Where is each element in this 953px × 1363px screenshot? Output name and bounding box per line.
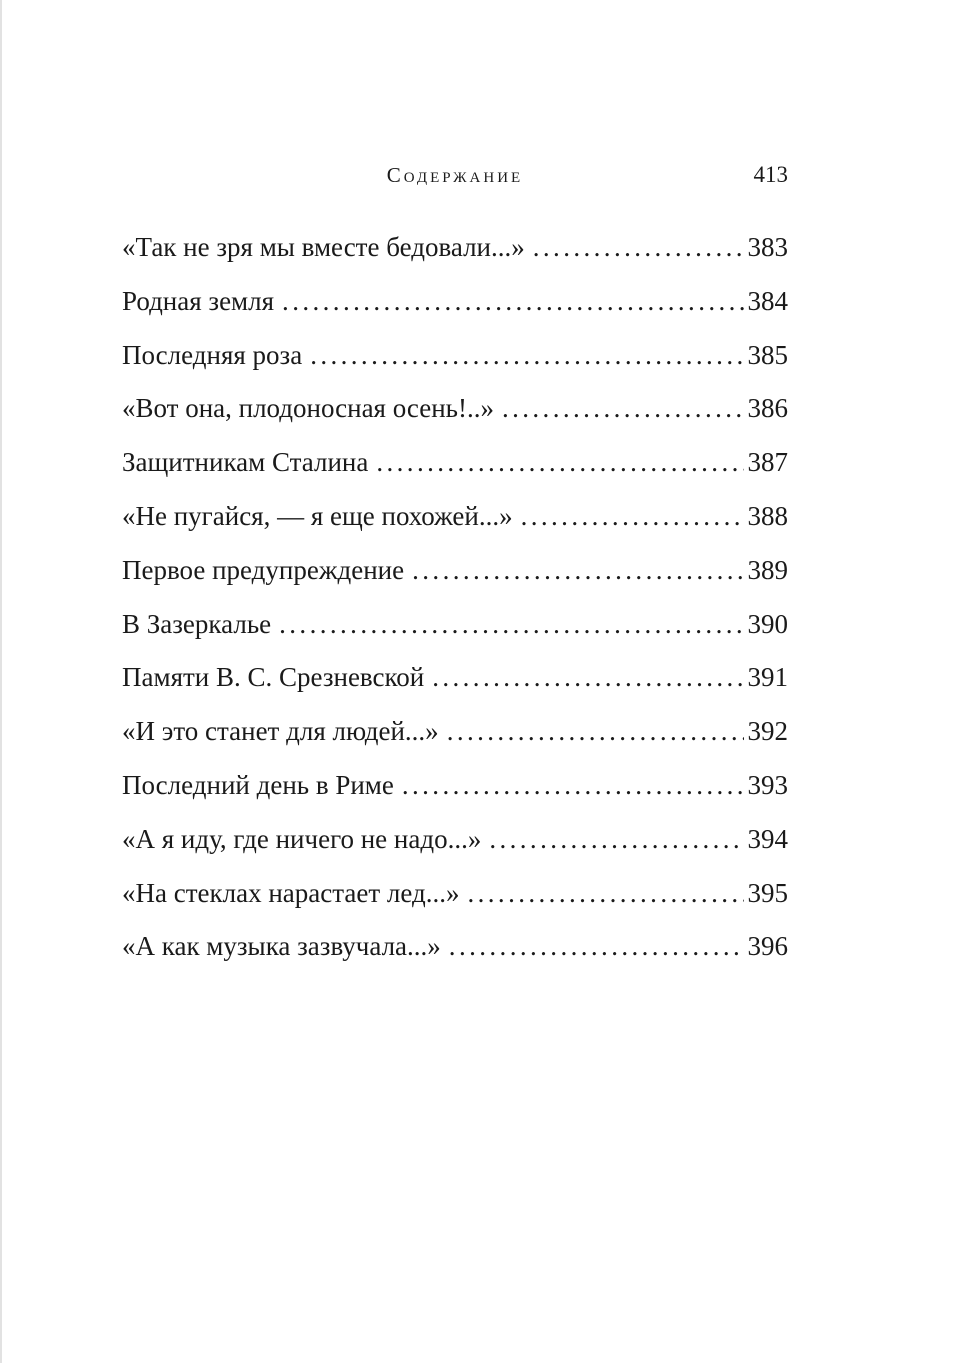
dot-leader	[279, 598, 743, 652]
running-header	[122, 158, 788, 192]
toc-entry-title: Памяти В. С. Срезневской	[122, 662, 425, 693]
toc-entry-page: 396	[747, 931, 788, 962]
toc-entry-title: «А я иду, где ничего не надо...»	[122, 823, 482, 854]
toc-entry-title: «Не пугайся, — я еще похожей...»	[122, 500, 513, 531]
dot-leader	[412, 544, 743, 598]
toc-entry	[122, 598, 788, 652]
toc-entry	[122, 759, 788, 813]
toc-entry-title: «А как музыка зазвучала...»	[122, 931, 441, 962]
toc-entry	[122, 436, 788, 490]
dot-leader	[502, 382, 744, 436]
toc-entry-page: 391	[747, 662, 788, 693]
toc-entry-page: 390	[747, 608, 788, 639]
toc-entry-page: 392	[747, 716, 788, 747]
toc-entry	[122, 382, 788, 436]
toc-entry	[122, 221, 788, 275]
toc-entry-title: «На стеклах нарастает лед...»	[122, 877, 460, 908]
dot-leader	[432, 651, 743, 705]
toc-entry	[122, 705, 788, 759]
toc-entry	[122, 544, 788, 598]
toc-entry-title: В Зазеркалье	[122, 608, 272, 639]
dot-leader	[521, 490, 744, 544]
dot-leader	[376, 436, 743, 490]
toc-entry-title: «Так не зря мы вместе бедовали...»	[122, 232, 525, 262]
toc-entry-page: 385	[747, 339, 788, 370]
table-of-contents	[122, 221, 788, 974]
toc-entry-title: Родная земля	[122, 285, 275, 316]
toc-entry-title: «Вот она, плодоносная осень!..»	[122, 393, 494, 424]
toc-entry-page: 393	[747, 769, 788, 800]
toc-entry	[122, 920, 788, 974]
toc-entry-title: Последний день в Риме	[122, 769, 394, 800]
toc-entry	[122, 329, 788, 383]
dot-leader	[467, 867, 743, 921]
toc-entry-title: «И это станет для людей...»	[122, 716, 439, 747]
toc-entry-page: 388	[747, 500, 788, 531]
dot-leader	[447, 705, 744, 759]
toc-entry-title: Первое предупреждение	[122, 554, 405, 585]
toc-entry-page: 387	[747, 447, 788, 478]
toc-entry-page: 389	[747, 554, 788, 585]
toc-entry-page: 394	[747, 823, 788, 854]
toc-entry-page: 386	[747, 393, 788, 424]
toc-entry-title: Последняя роза	[122, 339, 303, 370]
toc-entry	[122, 651, 788, 705]
toc-entry-title: Защитникам Сталина	[122, 447, 369, 478]
dot-leader	[402, 759, 744, 813]
toc-entry	[122, 813, 788, 867]
dot-leader	[310, 329, 743, 383]
toc-entry	[122, 275, 788, 329]
dot-leader	[533, 221, 744, 275]
page-number: 413	[753, 162, 788, 187]
toc-entry	[122, 867, 788, 921]
toc-entry-page: 384	[747, 285, 788, 316]
dot-leader	[489, 813, 743, 867]
page-edge-shadow	[0, 0, 2, 1363]
toc-entry-page: 395	[747, 877, 788, 908]
running-title: Содержание	[386, 163, 524, 187]
toc-entry-page: 383	[747, 232, 788, 262]
dot-leader	[449, 920, 744, 974]
dot-leader	[282, 275, 743, 329]
toc-entry	[122, 490, 788, 544]
